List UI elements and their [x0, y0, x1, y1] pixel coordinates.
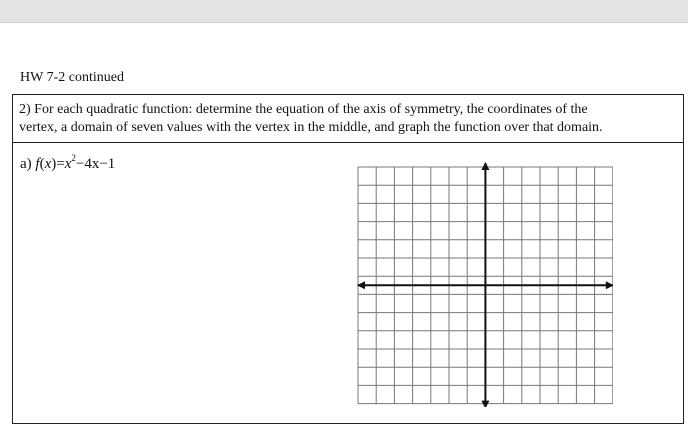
page-title: HW 7-2 continued — [20, 70, 124, 85]
squared-term: x — [64, 156, 72, 172]
coordinate-grid[interactable] — [357, 161, 613, 407]
question-box — [12, 94, 684, 424]
question-prompt — [13, 95, 683, 143]
x-axis-arrow-right — [606, 281, 613, 289]
part-a-function: a) $f(x)=x^2-4x-1$ — [20, 153, 116, 172]
exponent: 2 — [71, 153, 76, 163]
function-name: f — [35, 156, 40, 172]
remaining-terms: −4x−1 — [75, 156, 116, 172]
prompt-line-2: vertex, a domain of seven values with the vertex in the middle, and graph the function over that domain. — [19, 120, 603, 135]
top-toolbar — [0, 0, 688, 23]
y-axis-arrow-up — [481, 162, 489, 170]
prompt-line-1: 2) For each quadratic function: determine the equation of the axis of symmetry, the coordinates of the — [19, 102, 588, 117]
axes — [357, 162, 613, 407]
part-a-label: a) — [20, 156, 32, 172]
function-variable: x — [44, 156, 52, 172]
